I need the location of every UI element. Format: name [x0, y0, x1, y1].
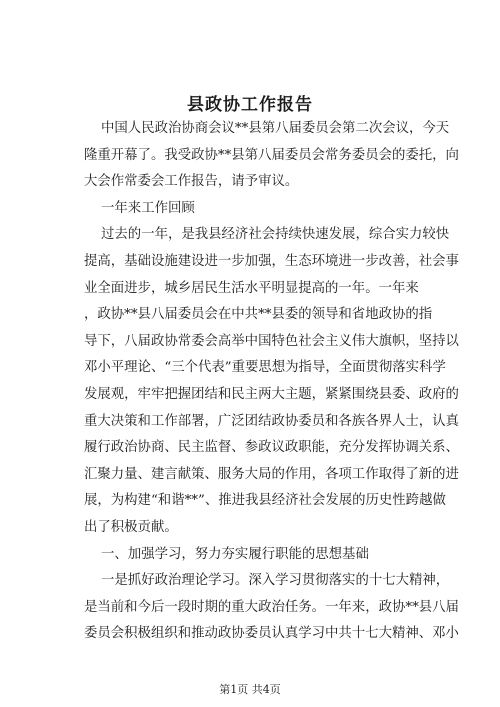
text-line: 出了积极贡献。 [84, 520, 178, 535]
text-line: 汇聚力量、建言献策、服务大局的作用，各项工作取得了新的进 [84, 466, 459, 482]
text-line: 中国人民政治协商会议**县第八届委员会第二次会议，今天 [84, 121, 450, 136]
text-line: 导下，八届政协常委会高举中国特色社会主义伟大旗帜，坚持以 [84, 333, 459, 349]
text-line: 是当前和今后一段时期的重大政治任务。一年来，政协**县八届 [84, 599, 459, 615]
text-line: 一、加强学习，努力夯实履行职能的思想基础 [84, 546, 369, 562]
text-line: 履行政治协商、民主监督、参政议政职能，充分发挥协调关系、 [84, 440, 459, 456]
text-line: 发展观，牢牢把握团结和民主两大主题，紧紧围绕县委、政府的 [84, 387, 459, 402]
text-line: ，政协**县八届委员会在中共**县委的领导和省地政协的指 [84, 307, 433, 323]
text-line: 一是抓好政治理论学习。深入学习贯彻落实的十七大精神， [84, 573, 450, 589]
text-line: 重大决策和工作部署，广泛团结政协委员和各族各界人士，认真 [84, 413, 459, 429]
text-line: 邓小平理论、“三个代表”重要思想为指导，全面贯彻落实科学 [84, 360, 446, 376]
page-footer: 第1页 共4页 [219, 683, 281, 696]
document-title: 县政协工作报告 [187, 95, 313, 115]
text-line: 委员会积极组织和推动政协委员认真学习中共十七大精神、邓小 [84, 626, 459, 642]
text-line: 业全面进步，城乡居民生活水平明显提高的一年。一年来 [84, 280, 419, 296]
text-line: 过去的一年，是我县经济社会持续快速发展，综合实力较快 [84, 227, 450, 243]
text-line: 提高，基础设施建设进一步加强，生态环境进一步改善，社会事 [84, 254, 459, 269]
text-line: 大会作常委会工作报告，请予审议。 [84, 174, 299, 190]
text-line: 隆重开幕了。我受政协**县第八届委员会常务委员会的委托，向 [84, 147, 459, 163]
text-line: 一年来工作回顾 [84, 200, 195, 216]
text-line: 展，为构建“和谐**”、推进我县经济社会发展的历史性跨越做 [84, 493, 446, 509]
